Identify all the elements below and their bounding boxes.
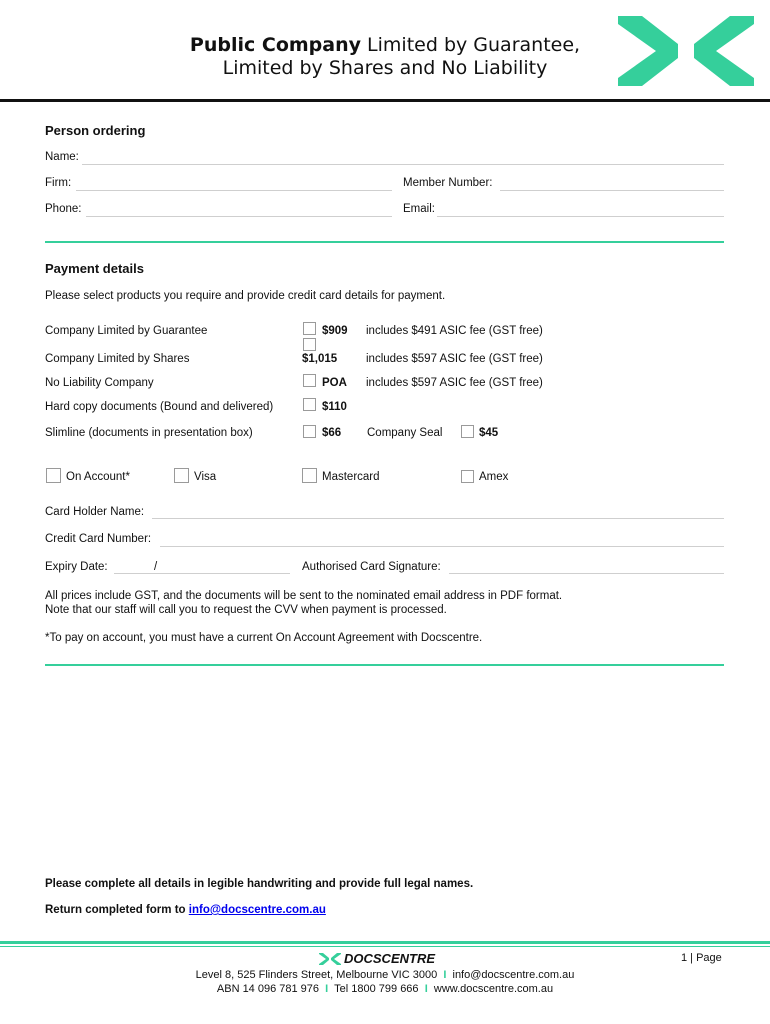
account-note: *To pay on account, you must have a current On Account Agreement with Docscentre. — [45, 632, 483, 644]
email-field[interactable] — [437, 216, 724, 217]
email-link[interactable]: info@docscentre.com.au — [188, 904, 326, 916]
product-checkbox[interactable] — [303, 425, 316, 438]
footer-separator: I — [325, 983, 329, 995]
product-checkbox[interactable] — [303, 338, 316, 351]
footer-contact-line — [0, 983, 770, 995]
phone-field[interactable] — [86, 216, 392, 217]
card-number-field[interactable] — [160, 546, 724, 547]
footer-divider-thin — [0, 946, 770, 947]
signature-field[interactable] — [449, 573, 724, 574]
method-checkbox-visa[interactable] — [174, 468, 189, 483]
footer-logo-icon — [319, 953, 341, 965]
member-number-label: Member Number: — [403, 177, 493, 189]
footer-web[interactable]: www.docscentre.com.au — [433, 983, 554, 995]
product-name: Hard copy documents (Bound and delivered) — [45, 401, 274, 413]
product-checkbox[interactable] — [303, 374, 316, 387]
product-name: Company Limited by Shares — [45, 353, 190, 365]
payment-heading: Payment details — [45, 261, 144, 276]
instructions-line2 — [45, 904, 326, 916]
product-name: Company Limited by Guarantee — [45, 325, 208, 337]
section-divider — [45, 664, 724, 666]
product-fee: includes $597 ASIC fee (GST free) — [366, 353, 543, 365]
card-number-label: Credit Card Number: — [45, 533, 152, 545]
product-price: POA — [322, 377, 347, 389]
phone-label: Phone: — [45, 203, 82, 215]
method-label: Visa — [194, 471, 217, 483]
prices-note-line1: All prices include GST, and the documents will be sent to the nominated email address in PDF format. — [45, 590, 563, 602]
footer-email[interactable]: info@docscentre.com.au — [452, 969, 575, 981]
header-divider — [0, 99, 770, 102]
page-number: 1 | Page — [681, 952, 722, 964]
title-rest: Limited by Guarantee, — [361, 34, 581, 56]
method-label: On Account* — [66, 471, 130, 483]
instructions-line1: Please complete all details in legible handwriting and provide full legal names. — [45, 878, 474, 890]
instructions-prefix: Return completed form to — [45, 904, 189, 916]
footer-divider — [0, 941, 770, 944]
page-title — [120, 34, 650, 80]
footer-address: Level 8, 525 Flinders Street, Melbourne VIC 3000 — [195, 969, 438, 981]
method-checkbox-on-account[interactable] — [46, 468, 61, 483]
footer-separator: I — [443, 969, 447, 981]
method-checkbox-mastercard[interactable] — [302, 468, 317, 483]
card-holder-field[interactable] — [152, 518, 724, 519]
card-holder-label: Card Holder Name: — [45, 506, 145, 518]
product-name: Slimline (documents in presentation box) — [45, 427, 253, 439]
product-name: No Liability Company — [45, 377, 154, 389]
product-checkbox[interactable] — [303, 322, 316, 335]
company-seal-label: Company Seal — [367, 427, 443, 439]
product-price: $1,015 — [302, 353, 338, 365]
product-fee: includes $597 ASIC fee (GST free) — [366, 377, 543, 389]
firm-field[interactable] — [76, 190, 392, 191]
method-label: Mastercard — [322, 471, 380, 483]
footer-address-line — [0, 969, 770, 981]
method-label: Amex — [479, 471, 509, 483]
name-label: Name: — [45, 151, 79, 163]
product-checkbox[interactable] — [303, 398, 316, 411]
footer-brand — [319, 951, 435, 966]
footer-abn: ABN 14 096 781 976 — [216, 983, 320, 995]
product-price: $110 — [322, 401, 347, 413]
footer-brand-name: DOCSCENTRE — [344, 951, 436, 966]
person-heading: Person ordering — [45, 123, 146, 138]
section-divider — [45, 241, 724, 243]
expiry-label: Expiry Date: — [45, 561, 108, 573]
expiry-field[interactable] — [114, 573, 290, 574]
payment-intro: Please select products you require and provide credit card details for payment. — [45, 290, 446, 302]
product-price: $66 — [322, 427, 342, 439]
product-fee: includes $491 ASIC fee (GST free) — [366, 325, 543, 337]
footer-tel: Tel 1800 799 666 — [334, 983, 419, 995]
company-seal-checkbox[interactable] — [461, 425, 474, 438]
company-seal-price: $45 — [479, 427, 499, 439]
product-price: $909 — [322, 325, 348, 337]
title-bold: Public Company — [189, 34, 362, 56]
firm-label: Firm: — [45, 177, 72, 189]
expiry-separator: / — [154, 561, 158, 573]
member-number-field[interactable] — [500, 190, 724, 191]
footer-separator: I — [424, 983, 428, 995]
name-field[interactable] — [82, 164, 724, 165]
docscentre-logo — [618, 16, 754, 86]
prices-note — [45, 589, 562, 617]
method-checkbox-amex[interactable] — [461, 470, 474, 483]
signature-label: Authorised Card Signature: — [302, 561, 441, 573]
email-label: Email: — [403, 203, 435, 215]
title-line2: Limited by Shares and No Liability — [222, 57, 548, 79]
prices-note-line2: Note that our staff will call you to request the CVV when payment is processed. — [45, 604, 447, 616]
